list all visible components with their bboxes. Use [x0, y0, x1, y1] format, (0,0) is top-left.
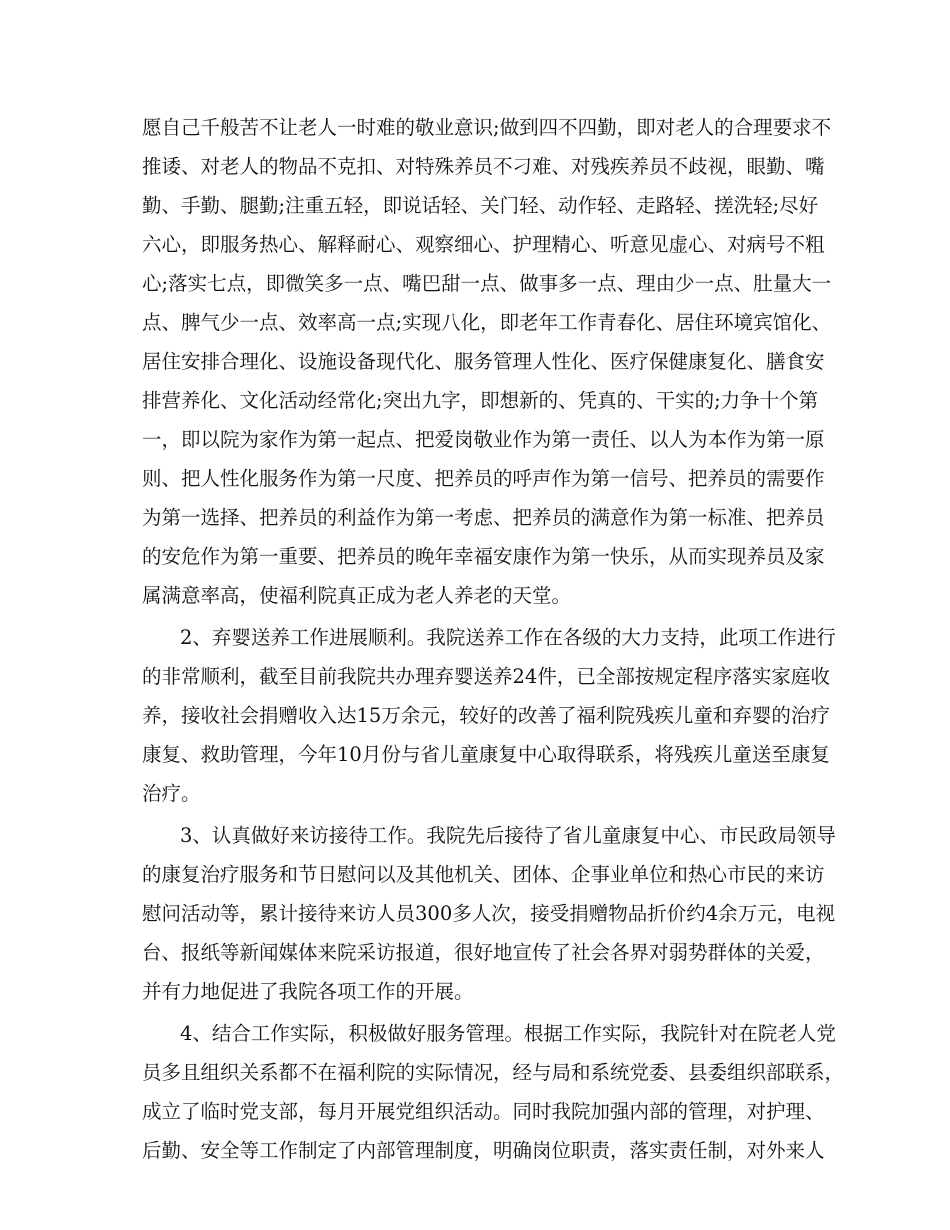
body-line: 六心，即服务热心、解释耐心、观察细心、护理精心、听意见虚心、对病号不粗	[142, 233, 825, 256]
body-line: 排营养化、文化活动经常化;突出九字，即想新的、凭真的、干实的;力争十个第	[142, 389, 819, 412]
body-line: 后勤、安全等工作制定了内部管理制度，明确岗位职责，落实责任制，对外来人	[142, 1139, 825, 1162]
body-line: 为第一选择、把养员的利益作为第一考虑、把养员的满意作为第一标准、把养员	[142, 506, 825, 529]
body-line: 养，接收社会捐赠收入达15万余元，较好的改善了福利院残疾儿童和弃婴的治疗	[142, 704, 830, 727]
body-line: 勤、手勤、腿勤;注重五轻，即说话轻、关门轻、动作轻、走路轻、搓洗轻;尽好	[142, 194, 819, 217]
body-line: 成立了临时党支部，每月开展党组织活动。同时我院加强内部的管理，对护理、	[142, 1100, 825, 1123]
body-line: 台、报纸等新闻媒体来院采访报道，很好地宣传了社会各界对弱势群体的关爱，	[142, 941, 825, 964]
body-line: 慰问活动等，累计接待来访人员300多人次，接受捐赠物品折价约4余万元，电视	[142, 902, 836, 925]
paragraph-first-line: 2、弃婴送养工作进展顺利。我院送养工作在各级的大力支持，此项工作进行	[180, 626, 836, 649]
body-line: 的康复治疗服务和节日慰问以及其他机关、团体、企事业单位和热心市民的来访	[142, 863, 825, 886]
body-line: 推诿、对老人的物品不克扣、对特殊养员不刁难、对残疾养员不歧视，眼勤、嘴	[142, 155, 825, 178]
body-line: 康复、救助管理，今年10月份与省儿童康复中心取得联系，将残疾儿童送至康复	[142, 743, 830, 766]
paragraph-last-line: 并有力地促进了我院各项工作的开展。	[142, 980, 474, 1003]
paragraph-last-line: 治疗。	[142, 782, 201, 805]
body-line: 的非常顺利，截至目前我院共办理弃婴送养24件，已全部按规定程序落实家庭收	[142, 665, 830, 688]
body-line: 员多且组织关系都不在福利院的实际情况，经与局和系统党委、县委组织部联系，	[142, 1061, 845, 1084]
body-line: 心;落实七点，即微笑多一点、嘴巴甜一点、做事多一点、理由少一点、肚量大一	[142, 272, 832, 295]
body-line: 愿自己千般苦不让老人一时难的敬业意识;做到四不四勤，即对老人的合理要求不	[142, 116, 832, 139]
body-line: 居住安排合理化、设施设备现代化、服务管理人性化、医疗保健康复化、膳食安	[142, 350, 825, 373]
paragraph-last-line: 属满意率高，使福利院真正成为老人养老的天堂。	[142, 584, 572, 607]
body-line: 则、把人性化服务作为第一尺度、把养员的呼声作为第一信号、把养员的需要作	[142, 467, 825, 490]
paragraph-first-line: 3、认真做好来访接待工作。我院先后接待了省儿童康复中心、市民政局领导	[180, 824, 836, 847]
body-line: 一，即以院为家作为第一起点、把爱岗敬业作为第一责任、以人为本作为第一原	[142, 428, 825, 451]
paragraph-first-line: 4、结合工作实际，积极做好服务管理。根据工作实际，我院针对在院老人党	[180, 1022, 836, 1045]
body-line: 点、脾气少一点、效率高一点;实现八化，即老年工作青春化、居住环境宾馆化、	[142, 311, 832, 334]
body-line: 的安危作为第一重要、把养员的晚年幸福安康作为第一快乐，从而实现养员及家	[142, 545, 825, 568]
